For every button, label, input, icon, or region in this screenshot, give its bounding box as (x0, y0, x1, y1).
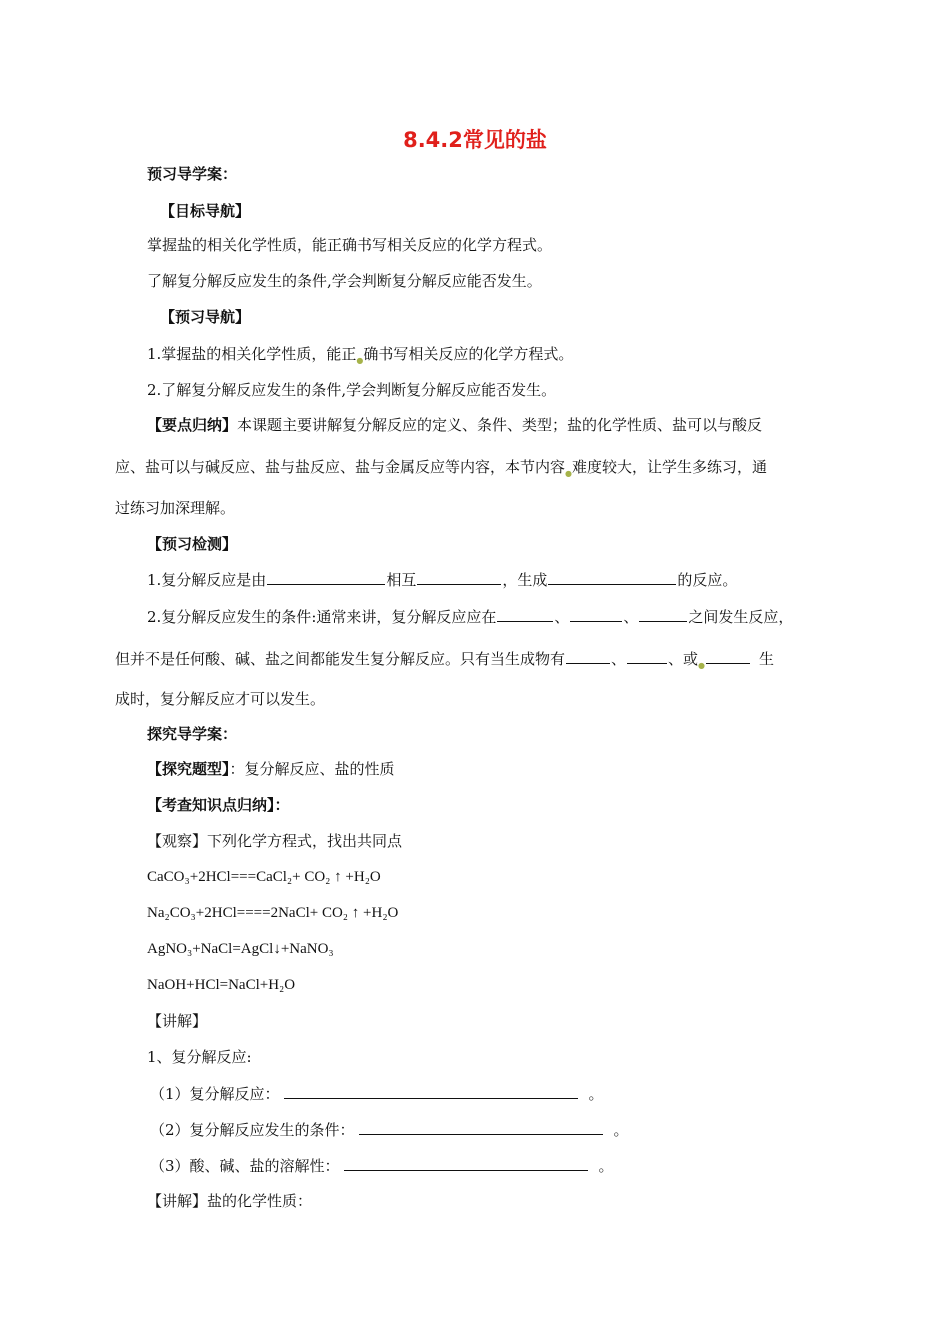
key-line-2 (115, 456, 767, 485)
check-heading: 【预习检测】 (147, 535, 238, 553)
item-title: 1、复分解反应: (147, 1048, 252, 1066)
dot-mark: ● (698, 661, 706, 670)
explain-2-line: 【讲解】盐的化学性质： (147, 1192, 313, 1210)
key-text-2a: 应、盐可以与碱反应、盐与盐反应、盐与金属反应等内容，本节内容 (115, 458, 566, 476)
dot-mark: ● (356, 356, 364, 365)
explain-label: 【讲解】 (147, 1012, 208, 1030)
key-line-1 (147, 414, 762, 436)
guide-line-1 (147, 343, 573, 372)
question-2-line-2: 但并不是任何酸、碱、盐之间都能发生复分解反应。只有当生成物有 、 、或$_●$ 生 (115, 647, 774, 677)
goal-heading: 【目标导航】 (160, 202, 251, 220)
blank-field[interactable] (267, 568, 385, 585)
guide-line-2: 2.了解复分解反应发生的条件,学会判断复分解反应能否发生。 (147, 381, 557, 399)
key-heading: 【要点归纳】 (147, 416, 238, 434)
blank-field[interactable] (570, 605, 622, 622)
observe-line: 【观察】下列化学方程式，找出共同点 (147, 832, 403, 850)
blank-field[interactable] (284, 1082, 578, 1099)
key-text-1: 本课题主要讲解复分解反应的定义、条件、类型；盐的化学性质、盐可以与酸反 (237, 416, 763, 434)
preview-heading: 预习导学案： (147, 165, 238, 183)
page-title: 8.4.2常见的盐 (403, 128, 547, 152)
blank-field[interactable] (344, 1154, 588, 1171)
blank-field[interactable] (548, 568, 676, 585)
key-line-3: 过练习加深理解。 (115, 499, 236, 517)
item-1: （1）复分解反应： 。 (150, 1082, 604, 1105)
question-2-line-3: 成时，复分解反应才可以发生。 (115, 690, 326, 708)
item-3: （3）酸、碱、盐的溶解性： 。 (150, 1154, 614, 1177)
question-2-line-1: 2.复分解反应发生的条件:通常来讲，复分解反应应在 、 、 之间发生反应， (147, 605, 793, 628)
equation-2: Na₂CO₃+2HCl====2NaCl+ CO₂ ↑ +H₂O (147, 905, 399, 921)
blank-field[interactable] (627, 647, 667, 664)
knowledge-heading: 【考查知识点归纳】： (147, 796, 290, 814)
guide-line-1a: 1.掌握盐的相关化学性质，能正 (147, 345, 357, 363)
equation-3: AgNO₃+NaCl=AgCl↓+NaNO₃ (147, 941, 334, 957)
key-text-2b: 难度较大，让学生多练习，通 (572, 458, 768, 476)
blank-field[interactable] (566, 647, 610, 664)
blank-field[interactable] (497, 605, 553, 622)
guide-heading: 【预习导航】 (160, 308, 251, 326)
blank-field[interactable] (706, 647, 750, 664)
explore-heading: 探究导学案： (147, 725, 238, 743)
equation-1: CaCO₃+2HCl===CaCl₂+ CO₂ ↑ +H₂O (147, 869, 381, 885)
dot-mark: ● (565, 469, 572, 478)
question-1: 1.复分解反应是由 相互 ，生成 的反应。 (147, 568, 737, 591)
blank-field[interactable] (417, 568, 501, 585)
explore-type: 【探究题型】：复分解反应、盐的性质 (147, 760, 395, 778)
goal-line-1: 掌握盐的相关化学性质，能正确书写相关反应的化学方程式。 (147, 236, 553, 254)
equation-4: NaOH+HCl=NaCl+H₂O (147, 977, 296, 993)
item-2: （2）复分解反应发生的条件： 。 (150, 1118, 629, 1141)
blank-field[interactable] (359, 1118, 603, 1135)
goal-line-2: 了解复分解反应发生的条件,学会判断复分解反应能否发生。 (147, 272, 542, 290)
blank-field[interactable] (639, 605, 687, 622)
guide-line-1b: 确书写相关反应的化学方程式。 (363, 345, 574, 363)
